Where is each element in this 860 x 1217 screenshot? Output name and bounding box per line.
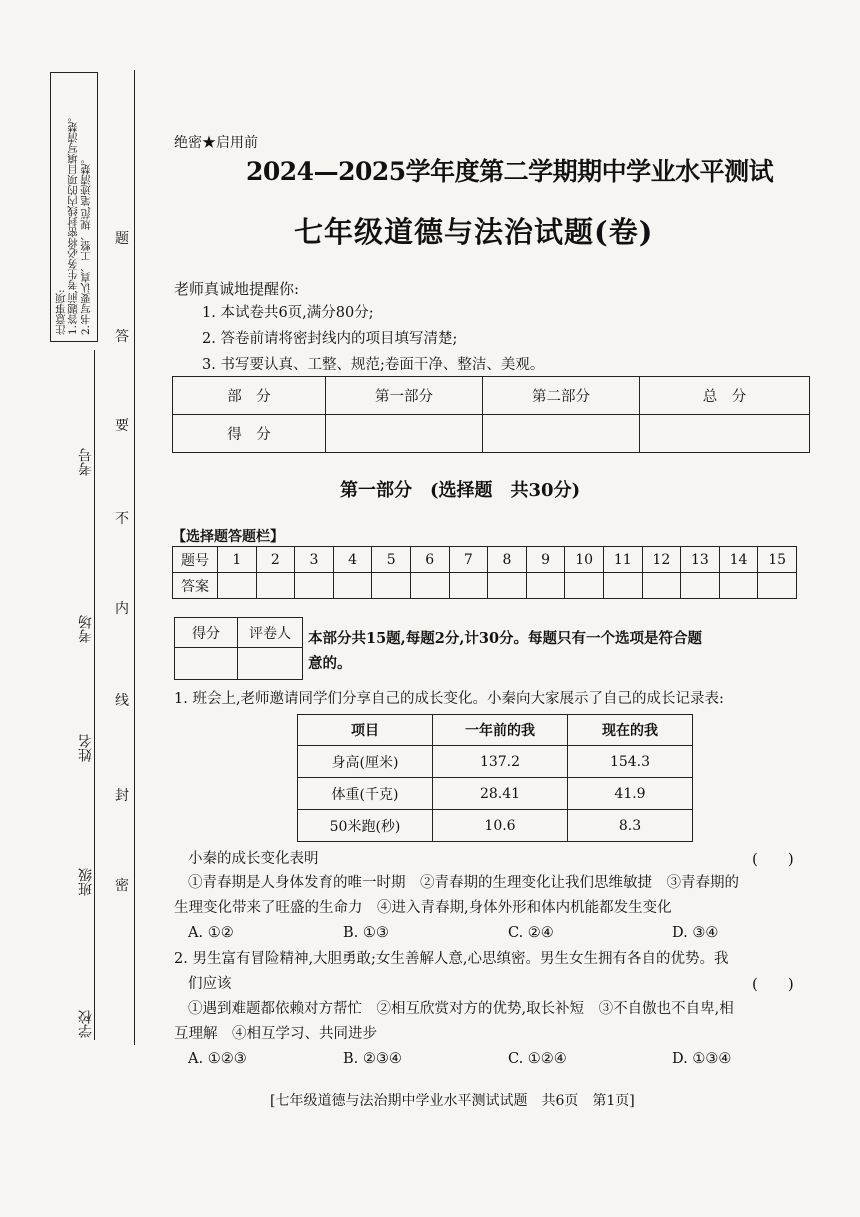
score-cell-total[interactable] [640, 415, 810, 453]
q1-table-cell: 8.3 [568, 810, 693, 842]
score-table [172, 376, 810, 453]
exam-subtitle: 七年级道德与法治试题(卷) [294, 215, 654, 249]
q1-table-cell: 身高(厘米) [298, 746, 433, 778]
q1-stem: 1. 班会上,老师邀请同学们分享自己的成长变化。小秦向大家展示了自己的成长记录表: [174, 691, 724, 707]
answer-cell-14[interactable] [719, 573, 758, 599]
q2-options-line1: ①遇到难题都依赖对方帮忙 ②相互欣赏对方的优势,取长补短 ③不自傲也不自卑,相 [188, 1001, 734, 1017]
seal-char-3: 要 [115, 418, 129, 434]
grader-score-cell[interactable] [175, 648, 238, 680]
seal-char-1: 题 [115, 231, 129, 247]
q1-answer-bracket[interactable]: ( ) [752, 850, 794, 868]
q1-table-cell: 41.9 [568, 778, 693, 810]
answer-number-12: 12 [642, 547, 681, 573]
score-header-total: 总 分 [640, 377, 810, 415]
field-banji-label: 班级 [78, 868, 94, 896]
q2-choice-d[interactable]: D. ①③④ [672, 1051, 732, 1067]
answer-cell-6[interactable] [410, 573, 449, 599]
reminder-item-2: 2. 答卷前请将密封线内的项目填写清楚; [202, 331, 458, 347]
field-kaochang-label: 考场 [78, 615, 94, 643]
answer-cell-12[interactable] [642, 573, 681, 599]
notice-line-1: 1.答题前,考生务必将密封线内的项目填写清楚。 [67, 111, 79, 335]
q1-lead: 小秦的成长变化表明 [188, 851, 319, 867]
q2-choice-a[interactable]: A. ①②③ [188, 1051, 247, 1067]
q1-table-cell: 28.41 [433, 778, 568, 810]
score-cell-part1[interactable] [326, 415, 483, 453]
score-cell-part2[interactable] [483, 415, 640, 453]
field-xingming-label: 姓名 [78, 734, 94, 762]
q1-table-cell: 137.2 [433, 746, 568, 778]
seal-line [134, 70, 135, 1045]
q2-options-line2: 互理解 ④相互学习、共同进步 [174, 1026, 377, 1042]
reminder-item-3: 3. 书写要认真、工整、规范;卷面干净、整洁、美观。 [202, 357, 545, 373]
q1-choice-c[interactable]: C. ②④ [508, 925, 554, 941]
answer-number-9: 9 [526, 547, 565, 573]
notice-line-2: 2.书写要认真、工整、规范,笔迹清楚。 [80, 153, 92, 335]
answer-number-2: 2 [256, 547, 295, 573]
answer-cell-5[interactable] [372, 573, 411, 599]
answer-row-label: 答案 [173, 573, 218, 599]
q2-stem-line2: 们应该 [188, 976, 232, 992]
seal-char-7: 封 [115, 788, 129, 804]
answer-cell-3[interactable] [295, 573, 334, 599]
score-header-part: 部 分 [173, 377, 326, 415]
q1-options-line2: 生理变化带来了旺盛的生命力 ④进入青春期,身体外形和体内机能都发生变化 [174, 900, 672, 916]
answer-bar-label: 【选择题答题栏】 [172, 529, 284, 545]
seal-char-6: 线 [115, 693, 129, 709]
answer-number-14: 14 [719, 547, 758, 573]
q1-table-header-before: 一年前的我 [433, 715, 568, 746]
answer-number-11: 11 [603, 547, 642, 573]
answer-cell-1[interactable] [218, 573, 257, 599]
answer-number-1: 1 [218, 547, 257, 573]
q2-choice-b[interactable]: B. ②③④ [343, 1051, 402, 1067]
answer-cell-2[interactable] [256, 573, 295, 599]
q1-table-cell: 50米跑(秒) [298, 810, 433, 842]
q1-choice-d[interactable]: D. ③④ [672, 925, 719, 941]
answer-number-4: 4 [333, 547, 372, 573]
answer-number-label: 题号 [173, 547, 218, 573]
answer-number-7: 7 [449, 547, 488, 573]
secret-label: 绝密★启用前 [174, 135, 258, 151]
seal-char-8: 密 [115, 878, 129, 894]
seal-char-4: 不 [115, 511, 129, 527]
answer-number-8: 8 [488, 547, 527, 573]
grader-score-header: 得分 [175, 618, 238, 648]
q2-choice-c[interactable]: C. ①②④ [508, 1051, 567, 1067]
q1-table-cell: 154.3 [568, 746, 693, 778]
page-footer: [七年级道德与法治期中学业水平测试试题 共6页 第1页] [270, 1093, 635, 1109]
part1-instruction-line1: 本部分共15题,每题2分,计30分。每题只有一个选项是符合题 [308, 630, 703, 647]
notice-title: 注意事项: [55, 289, 67, 335]
q1-choice-a[interactable]: A. ①② [188, 925, 234, 941]
answer-number-10: 10 [565, 547, 604, 573]
score-header-part2: 第二部分 [483, 377, 640, 415]
q1-table-cell: 10.6 [433, 810, 568, 842]
answer-cell-8[interactable] [488, 573, 527, 599]
answer-cell-11[interactable] [603, 573, 642, 599]
answer-number-13: 13 [681, 547, 720, 573]
answer-grid [172, 546, 797, 599]
q1-table-header-item: 项目 [298, 715, 433, 746]
answer-cell-7[interactable] [449, 573, 488, 599]
grader-box [174, 617, 303, 680]
field-kaohao-label: 考号 [78, 448, 94, 476]
answer-cell-4[interactable] [333, 573, 372, 599]
answer-number-3: 3 [295, 547, 334, 573]
field-xuexiao-label: 学校 [78, 1010, 94, 1038]
answer-cell-15[interactable] [758, 573, 797, 599]
q2-answer-bracket[interactable]: ( ) [752, 975, 794, 993]
seal-char-5: 内 [115, 601, 129, 617]
seal-char-2: 答 [115, 329, 129, 345]
answer-cell-9[interactable] [526, 573, 565, 599]
exam-title: 2024—2025学年度第二学期期中学业水平测试 [246, 157, 774, 186]
answer-number-15: 15 [758, 547, 797, 573]
answer-number-6: 6 [410, 547, 449, 573]
q1-options-line1: ①青春期是人身体发育的唯一时期 ②青春期的生理变化让我们思维敏捷 ③青春期的 [188, 875, 739, 891]
answer-cell-13[interactable] [681, 573, 720, 599]
answer-cell-10[interactable] [565, 573, 604, 599]
score-header-part1: 第一部分 [326, 377, 483, 415]
reminder-item-1: 1. 本试卷共6页,满分80分; [202, 305, 374, 321]
grader-name-cell[interactable] [238, 648, 303, 680]
q1-growth-table [297, 714, 693, 842]
q1-table-header-now: 现在的我 [568, 715, 693, 746]
q1-table-cell: 体重(千克) [298, 778, 433, 810]
grader-name-header: 评卷人 [238, 618, 303, 648]
score-row-label: 得 分 [173, 415, 326, 453]
part1-heading: 第一部分 (选择题 共30分) [340, 480, 581, 501]
part1-instruction-line2: 意的。 [308, 655, 352, 672]
q2-stem-line1: 2. 男生富有冒险精神,大胆勇敢;女生善解人意,心思缜密。男生女生拥有各自的优势。我 [174, 951, 729, 967]
answer-number-5: 5 [372, 547, 411, 573]
q1-choice-b[interactable]: B. ①③ [343, 925, 389, 941]
reminder-heading: 老师真诚地提醒你: [174, 280, 300, 298]
notice-box [50, 72, 98, 342]
